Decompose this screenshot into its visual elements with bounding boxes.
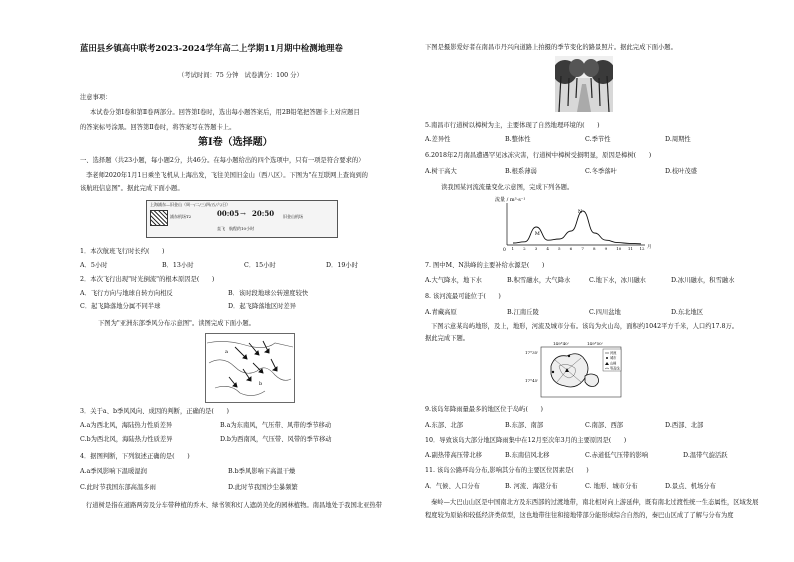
annotation-m: M — [534, 231, 540, 237]
x-tick-label: 2 — [523, 246, 526, 251]
svg-text:a: a — [225, 349, 228, 355]
q6-option-d: D.枝叶茂盛 — [665, 168, 698, 175]
q11-stem: 11. 该岛公路环岛分布,影响其分布的主要区位因素是( ) — [425, 467, 589, 474]
q10-option-c: C.赤道低气压带的影响 — [585, 452, 649, 459]
q10-option-d: D.温带气旋活跃 — [683, 452, 728, 459]
river-flow-chart — [495, 195, 655, 253]
arrival-time: 20:50 — [252, 209, 275, 218]
intro-line-2: 该航班信息图"。据此完成下面小题。 — [80, 185, 184, 192]
chart-intro: 读我国某河流流量变化示意图，完成下列各题。 — [441, 184, 574, 191]
lon-label-2: 149°50' — [587, 341, 603, 346]
q5-option-b: B.整体性 — [505, 136, 531, 143]
q1-stem: 1．本次航班飞行时长约( ) — [80, 248, 165, 255]
monsoon-map — [205, 333, 295, 403]
x-tick-label: 5 — [558, 246, 561, 251]
q7-option-a: A.大气降水，地下水 — [425, 277, 482, 284]
lat-label-1: 17°35' — [525, 350, 539, 355]
q9-stem: 9.该岛年降雨量最多的地区位于岛屿( ) — [425, 406, 543, 413]
q5-stem: 5.南昌市行道树以樟树为主，主要体现了自然地理环境的( ) — [425, 122, 600, 129]
q11-option-d: D.景点、机场分布 — [665, 483, 716, 490]
notes-label: 注意事项： — [80, 94, 112, 101]
x-tick-label: 1 — [511, 246, 515, 251]
q4-option-c: C.此时节我国东部高温多雨 — [80, 484, 156, 491]
q5-option-d: D.周期性 — [665, 136, 691, 143]
q8-option-d: D.东北地区 — [671, 309, 704, 316]
chart-xlabel: 月 — [647, 245, 652, 250]
x-tick-label: 3 — [534, 246, 538, 251]
q1-option-d: D．19小时 — [326, 262, 358, 269]
q1-option-b: B．13小时 — [162, 262, 194, 269]
x-tick-label: 11 — [627, 246, 633, 251]
q5-option-c: C.季节性 — [585, 136, 611, 143]
q3-option-c: C.b为西北风，海陆热力性质差异 — [80, 436, 173, 443]
departure-time: 00:05 — [217, 209, 240, 218]
island-map — [525, 340, 645, 402]
photo-intro: 下图是摄影爱好者在南昌市丹兴向道路上拍摄的季节变化的路景照片。据此完成下面小题。 — [425, 44, 677, 51]
island-intro-2: 据此完成下题。 — [425, 335, 470, 342]
q1-option-a: A．5小时 — [80, 262, 108, 269]
q6-stem: 6.2018年2月南昌遭遇罕见冰冻灾害，行道树中樟树受损明显，原因是樟树( ) — [425, 152, 652, 159]
q4-option-d: D.此时节我国沙尘暴频繁 — [228, 484, 298, 491]
chart-origin-label: 0 — [503, 248, 506, 253]
section-title: 第Ⅰ卷（选择题） — [198, 137, 273, 148]
q2-option-c: C．起飞降落地分属不同半球 — [80, 303, 161, 310]
x-tick-label: 12 — [639, 246, 645, 251]
q4-option-b: B.b季风影响下高温干燥 — [228, 468, 296, 475]
q3-option-d: D.b为西南风，气压带、风带的季节移动 — [220, 436, 332, 443]
q10-option-a: A.副热带高压带北移 — [425, 452, 482, 459]
legend-river: 河流 — [610, 351, 617, 355]
flight-info-panel — [146, 200, 338, 238]
svg-text:b: b — [259, 381, 263, 387]
q11-option-c: C. 地形、城市分布 — [585, 483, 638, 490]
island-intro-1: 下图示意某岛屿地形，及上，地形，河流及城市分布。该岛为火山岛，面积约1042平方千米，人口约17.8万。 — [431, 323, 739, 330]
q11-option-a: A．气候、人口分布 — [425, 483, 480, 490]
q8-stem: 8. 该河流最可能位于( ) — [425, 293, 501, 300]
bottom-left-text: 行道树是指在道路两旁及分车带种植的乔木、绿书领和灯人遮荫美化的园林植物。南昌地处于我国北亚热带 — [86, 502, 382, 509]
departure-airport: 浦东机场T2 — [170, 214, 192, 219]
q2-option-d: D．起飞降落地区时差异 — [228, 303, 297, 310]
flight-duration: 直飞 航程约10小时 — [217, 226, 255, 231]
q5-option-a: A.差异性 — [425, 136, 451, 143]
q2-option-a: A．飞行方向与地球自转方向相反 — [80, 290, 173, 297]
flight-header: 上海浦东—旧金山（周一/二/三/四/五/六/日） — [150, 202, 231, 207]
x-tick-label: 4 — [546, 246, 549, 251]
tree-road-photo — [555, 56, 613, 112]
exam-info: （考试时间：75 分钟 试卷满分：100 分） — [178, 72, 303, 79]
lon-label-1: 149°40' — [553, 341, 569, 346]
q7-stem: 7. 图中M、N洪峰的主要补给水源是( ) — [425, 262, 545, 269]
q9-option-a: A.东部、北部 — [425, 422, 464, 429]
section-instruction: 一、选择题（共23小题，每小题2分，共46分。在每小题给出的四个选项中，只有一项是符合要求的） — [80, 157, 365, 164]
lat-label-2: 17°45' — [525, 378, 539, 383]
q8-option-a: A.青藏高原 — [425, 309, 457, 316]
q9-option-d: D.西部、北部 — [665, 422, 704, 429]
q9-option-b: B.东部、南部 — [505, 422, 544, 429]
annotation-n: N — [577, 209, 583, 215]
q6-option-b: B.根系薄弱 — [505, 168, 537, 175]
q7-option-d: D.冰川融水，积雪融水 — [671, 277, 735, 284]
arrow-right-icon: → — [240, 210, 246, 218]
q2-option-b: B．该时段地球公转速度较快 — [228, 290, 309, 297]
intro-line-1: 李老师2020年1月1日乘坐飞机从上海出发，飞往美国旧金山（西八区）。下图为"在互联网上查询到的 — [86, 172, 368, 179]
exam-title: 蓝田县乡镇高中联考2023-2024学年高二上学期11月期中检测地理卷 — [80, 43, 343, 53]
q4-stem: 4．据图判断，下列叙述正确的是( ) — [80, 453, 190, 460]
q9-option-c: C.南部、西部 — [585, 422, 624, 429]
q11-option-b: B. 河流、海港分布 — [505, 483, 558, 490]
q3-option-a: A.a为西北风，海陆热力性质差异 — [80, 422, 173, 429]
q10-stem: 10．导致该岛大部分地区降雨集中在12月至次年3月的主要原因是( ) — [425, 437, 627, 444]
airline-logo-icon — [150, 210, 168, 226]
flow-series-line — [513, 211, 641, 244]
q8-option-b: B.江南丘陵 — [507, 309, 539, 316]
q7-option-b: B.积雪融水，大气降水 — [507, 277, 571, 284]
x-tick-label: 6 — [569, 246, 573, 251]
q8-option-c: C.四川盆地 — [589, 309, 621, 316]
legend-city: 城市 — [610, 356, 617, 360]
x-tick-label: 10 — [616, 246, 622, 251]
legend-peak: 山峰 — [610, 361, 617, 366]
notes-line-1: 本试卷分第Ⅰ卷和第Ⅱ卷两部分。回答第Ⅰ卷时，选出每小题答案后，用2B铅笔把答题卡上对应题目 — [90, 109, 360, 116]
q3-option-b: B.a为东南风，气压带、风带的季节移动 — [220, 422, 332, 429]
bottom-right-line-1: 秦岭—大巴山山区是中国南北方及东西部的过渡地带，南北相对向上游延伸，既有南北过渡性统一生态属性，区域发展 — [431, 499, 759, 506]
q6-option-c: C.冬季落叶 — [585, 168, 617, 175]
chart-ylabel: 流量 / m³·s⁻¹ — [495, 197, 526, 203]
bottom-right-line-2: 程度较为原始和较低经济类似型，这也地带往往和接地带部分能形成综合自然的，秦巴山区成了了解与分布为度 — [425, 512, 734, 519]
arrival-airport: 旧金山机场 — [283, 214, 303, 219]
q3-stem: 3．关于a、b季风风向、成因的判断，正确的是( ) — [80, 408, 229, 415]
q1-option-c: C．15小时 — [244, 262, 276, 269]
q2-stem: 2．本次飞行出现"时光倒流"的根本原因是( ) — [80, 276, 215, 283]
x-tick-label: 9 — [604, 246, 608, 251]
q4-option-a: A.a季风影响下温暖湿润 — [80, 468, 147, 475]
legend-contour: 等高线 — [610, 366, 620, 371]
q6-option-a: A.树干高大 — [425, 168, 457, 175]
q7-option-c: C.地下水，冰川融水 — [589, 277, 646, 284]
notes-line-2: 的答案标号涂黑。回答第Ⅱ卷时，将答案写在答题卡上。 — [80, 124, 236, 131]
x-tick-label: 7 — [581, 246, 584, 251]
q10-option-b: B.东南信风北移 — [505, 452, 550, 459]
monsoon-map-intro: 下图为"亚洲东部季风分布示意图"。读图完成下面小题。 — [98, 320, 255, 327]
x-tick-label: 8 — [592, 246, 596, 251]
